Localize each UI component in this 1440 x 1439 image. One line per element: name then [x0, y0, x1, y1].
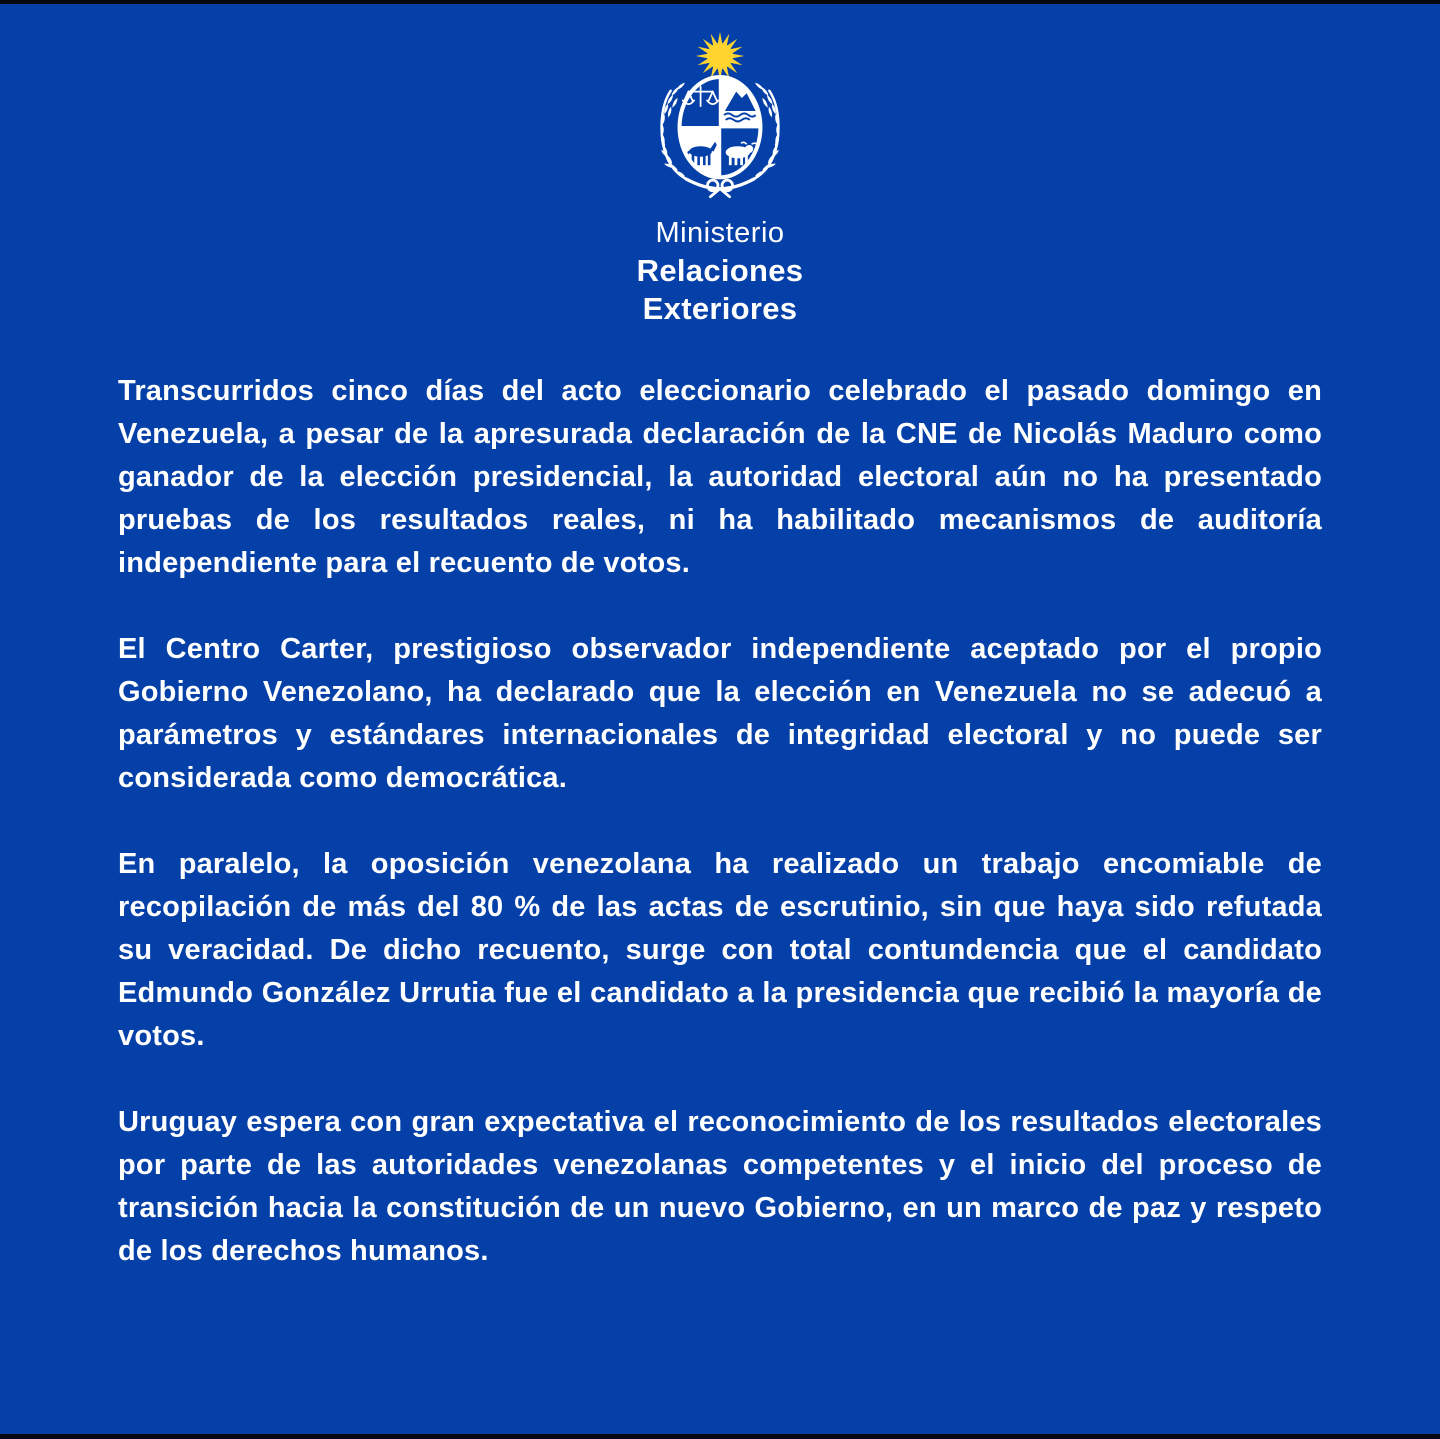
statement-paragraph-1: Transcurridos cinco días del acto eleccionario celebrado el pasado domingo en Venezuela, a pesar de la apresurada declaración de la CNE de Nicolás Maduro como ganador de la elección presidencial, la autoridad electoral aún no ha presentado pruebas de los resultados reales, ni ha habilitado mecanismos de auditoría independiente para el recuento de votos.: [118, 375, 1322, 579]
ministry-line-2: Relaciones: [636, 253, 804, 288]
shield: [680, 77, 761, 177]
statement-paragraph-4: Uruguay espera con gran expectativa el reconocimiento de los resultados electorales por parte de las autoridades venezolanas competentes y el inicio del proceso de transición hacia la constitución de un nuevo Gobierno, en un marco de paz y respeto de los derechos humanos.: [118, 1106, 1322, 1267]
ministry-line-3: Exteriores: [642, 291, 798, 326]
bottom-edge-strip: [0, 1434, 1440, 1439]
statement-paragraph-2: El Centro Carter, prestigioso observador independiente aceptado por el propio Gobierno Venezolano, ha declarado que la elección en Venezuela no se adecuó a parámetros y estándares internacionales de integridad electoral y no puede ser considerada como democrática.: [118, 633, 1322, 794]
ministry-name: [637, 214, 804, 328]
ministry-line-1: Ministerio: [655, 217, 785, 249]
top-edge-strip: [0, 0, 1440, 4]
uruguay-coat-of-arms-icon: [639, 22, 801, 200]
statement-paragraph-3: En paralelo, la oposición venezolana ha realizado un trabajo encomiable de recopilación de más del 80 % de las actas de escrutinio, sin que haya sido refutada su veracidad. De dicho recuento, surge con total contundencia que el candidato Edmundo González Urrutia fue el candidato a la presidencia que recibió la mayoría de votos.: [118, 848, 1322, 1052]
sun-of-may-icon: [696, 32, 745, 81]
statement-body: [118, 370, 1322, 1273]
header: [0, 0, 1440, 328]
